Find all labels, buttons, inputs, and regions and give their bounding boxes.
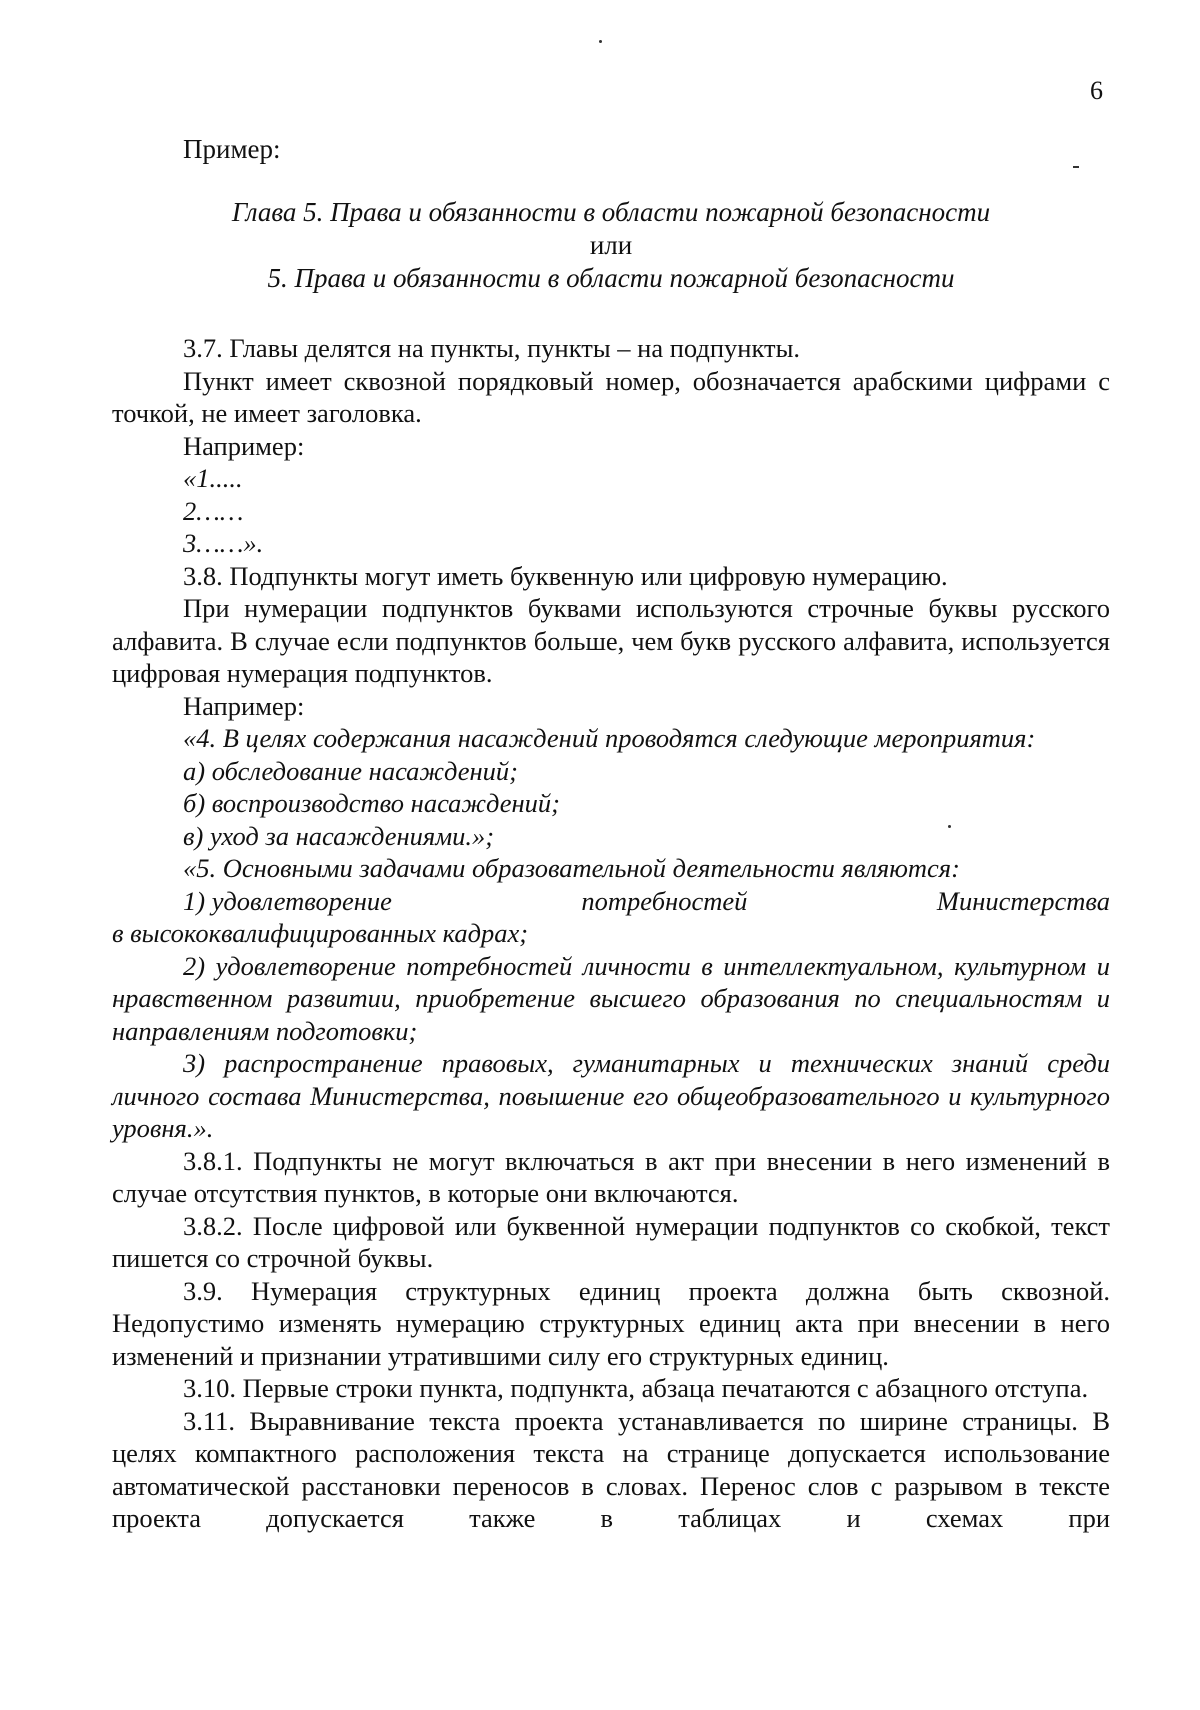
example-line: «1..... bbox=[183, 463, 243, 493]
paragraph-3-8-b: При нумерации подпунктов буквами используются строчные буквы русского алфавита. В случае если подпунктов больше, чем букв русского алфавита, используется цифровая нумерация подпунктов. bbox=[112, 593, 1110, 688]
example-item: в) уход за насаждениями.»; bbox=[183, 820, 495, 851]
example-item: 2) удовлетворение потребностей личности в интеллектуальном, культурном и нравственном развитии, приобретение высшего образования по специальностям и направлениям подготовки; bbox=[112, 950, 1110, 1046]
example-item: а) обследование насаждений; bbox=[183, 755, 519, 786]
example-item: 3) распространение правовых, гуманитарных и технических знаний среди личного состава Министерства, повышение его общеобразовательного и культурного уровня.». bbox=[112, 1048, 1110, 1143]
paragraph-3-9: 3.9. Нумерация структурных единиц проекта должна быть сквозной. Недопустимо изменять нумерацию структурных единиц акта при внесении в него изменений и признании утратившими силу его структурных единиц. bbox=[112, 1275, 1110, 1371]
paragraph-3-8-1: 3.8.1. Подпункты не могут включаться в акт при внесении в него изменений в случае отсутствия пунктов, в которые они включаются. bbox=[112, 1145, 1110, 1208]
heading-example-line3: 5. Права и обязанности в области пожарной безопасности bbox=[267, 263, 955, 293]
example-label: Например: bbox=[183, 430, 305, 461]
heading-example bbox=[112, 196, 1110, 295]
example-word: 1) удовлетворение bbox=[183, 885, 392, 916]
example-line: 3……». bbox=[183, 528, 264, 558]
heading-example-line1: Глава 5. Права и обязанности в области пожарной безопасности bbox=[231, 197, 991, 227]
paragraph-3-8: 3.8. Подпункты могут иметь буквенную или цифровую нумерацию. bbox=[183, 560, 948, 591]
paragraph-3-8-2: 3.8.2. После цифровой или буквенной нумерации подпунктов со скобкой, текст пишется со строчной буквы. bbox=[112, 1210, 1110, 1273]
paragraph-3-7: 3.7. Главы делятся на пункты, пункты – на подпункты. bbox=[183, 333, 801, 363]
paragraph-3-10: 3.10. Первые строки пункта, подпункта, абзаца печатаются с абзацного отступа. bbox=[183, 1373, 1089, 1403]
body-text bbox=[112, 332, 1110, 1535]
example-item: «4. В целях содержания насаждений проводятся следующие мероприятия: bbox=[183, 723, 1036, 753]
page-number: 6 bbox=[1090, 76, 1103, 105]
example-item-spread bbox=[112, 885, 1110, 918]
example-item: «5. Основными задачами образовательной деятельности являются: bbox=[183, 853, 960, 883]
paragraph-3-11: 3.11. Выравнивание текста проекта устанавливается по ширине страницы. В целях компактного расположения текста на странице допускается использование автоматической расстановки переносов в словах. Перенос слов с разрывом в тексте проекта допускается также в таблицах и схемах при bbox=[112, 1405, 1110, 1533]
example-item: в высококвалифицированных кадрах; bbox=[112, 918, 529, 948]
example-word: потребностей bbox=[581, 885, 748, 916]
example-word: Министерства bbox=[936, 885, 1110, 916]
scan-speck bbox=[1073, 166, 1079, 168]
paragraph-3-7-b: Пункт имеет сквозной порядковый номер, обозначается арабскими цифрами с точкой, не имеет заголовка. bbox=[112, 365, 1110, 428]
heading-example-line2: или bbox=[589, 230, 633, 260]
scan-speck bbox=[599, 40, 602, 43]
example-line: 2…… bbox=[183, 495, 244, 526]
example-label: Например: bbox=[183, 690, 305, 721]
example-label: Пример: bbox=[183, 134, 281, 164]
example-item: б) воспроизводство насаждений; bbox=[183, 788, 561, 818]
